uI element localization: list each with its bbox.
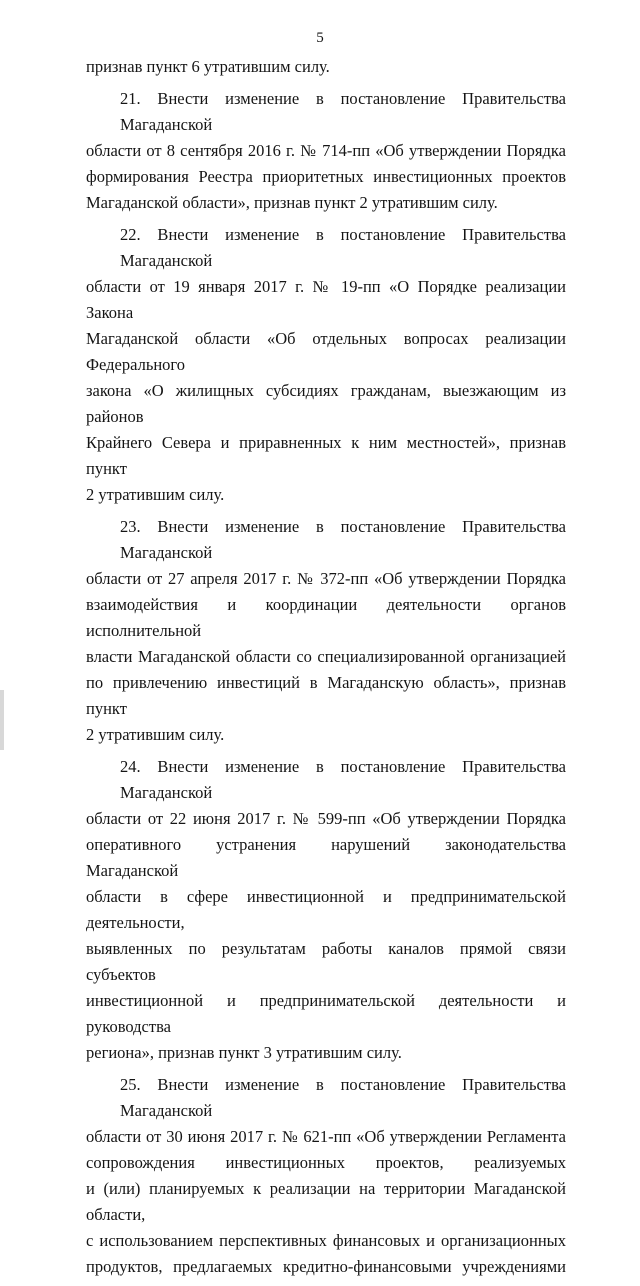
text-line: 2 утратившим силу. [86,485,225,504]
text-line: признав пункт 6 утратившим силу. [86,57,330,76]
text-line: с использованием перспективных финансовых и организационных [86,1231,566,1250]
document-body [86,54,566,1286]
text-line: области от 8 сентября 2016 г. № 714-пп «Об утверждении Порядка [86,141,566,160]
text-line: инвестиционной и предпринимательской деятельности и руководства [86,991,566,1036]
text-line: Крайнего Севера и приравненных к ним местностей», признав пункт [86,433,566,478]
scan-edge-mark [0,690,4,750]
paragraph-item-21 [86,86,566,216]
text-line: области от 27 апреля 2017 г. № 372-пп «Об утверждении Порядка [86,569,566,588]
text-line: оперативного устранения нарушений законодательства Магаданской [86,835,566,880]
text-line: продуктов, предлагаемых кредитно-финансовыми учреждениями [86,1257,566,1276]
text-line: 22. Внести изменение в постановление Правительства Магаданской [120,225,566,270]
paragraph-item-23 [86,514,566,748]
text-line: области от 19 января 2017 г. № 19-пп «О Порядке реализации Закона [86,277,566,322]
paragraph-item-22 [86,222,566,508]
text-line: 23. Внести изменение в постановление Правительства Магаданской [120,517,566,562]
text-line: формирования Реестра приоритетных инвестиционных проектов [86,167,566,186]
text-line: области от 22 июня 2017 г. № 599-пп «Об утверждении Порядка [86,809,566,828]
text-line: Магаданской области «Об отдельных вопросах реализации Федерального [86,329,566,374]
text-line: 21. Внести изменение в постановление Правительства Магаданской [120,89,566,134]
text-line: области от 30 июня 2017 г. № 621-пп «Об утверждении Регламента [86,1127,566,1146]
text-line: выявленных по результатам работы каналов прямой связи субъектов [86,939,566,984]
text-line: и (или) планируемых к реализации на территории Магаданской области, [86,1179,566,1224]
text-line: закона «О жилищных субсидиях гражданам, выезжающим из районов [86,381,566,426]
text-line: области в сфере инвестиционной и предпринимательской деятельности, [86,887,566,932]
paragraph-item-25 [86,1072,566,1280]
text-line: взаимодействия и координации деятельности органов исполнительной [86,595,566,640]
text-line: Магаданской области», признав пункт 2 утратившим силу. [86,193,498,212]
text-line: сопровождения инвестиционных проектов, реализуемых [86,1153,566,1172]
text-line: 2 утратившим силу. [86,725,225,744]
text-line: региона», признав пункт 3 утратившим силу. [86,1043,402,1062]
text-line: 24. Внести изменение в постановление Правительства Магаданской [120,757,566,802]
text-line: власти Магаданской области со специализированной организацией [86,647,566,666]
paragraph-item-24 [86,754,566,1066]
text-line: по привлечению инвестиций в Магаданскую область», признав пункт [86,673,566,718]
text-line: 25. Внести изменение в постановление Правительства Магаданской [120,1075,566,1120]
page-number: 5 [316,30,324,46]
paragraph-continuation [86,54,566,80]
